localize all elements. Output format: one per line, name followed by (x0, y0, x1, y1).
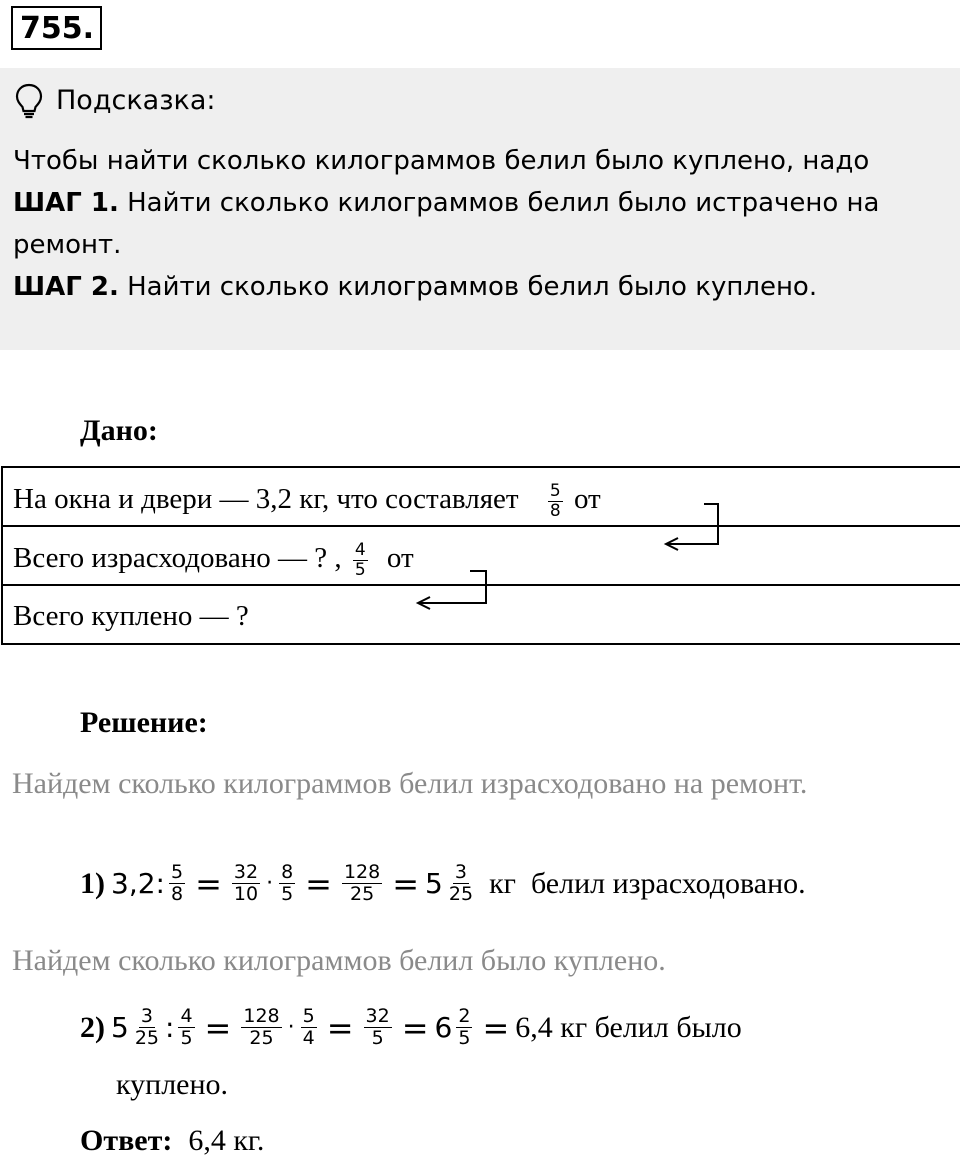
step-1-label: 1) (80, 866, 105, 900)
fraction: $\frac{5}{8}$ (170, 861, 184, 905)
solution-title: Решение: (80, 706, 208, 739)
given-row-3 (3, 586, 960, 645)
given-table (1, 466, 960, 645)
hint-step-1 (13, 182, 943, 266)
mixed-number: 5 $\frac{3}{25}$ (111, 1005, 160, 1049)
hint-title: Подсказка: (56, 85, 216, 116)
fraction: $\frac{5}{8}$ (549, 481, 561, 521)
hint-panel (0, 68, 960, 350)
hint-step-1-text: Найти сколько килограммов белил было истрачено на ремонт. (13, 188, 880, 260)
step-2-tail: 6,4 кг белил было (515, 1010, 742, 1044)
fraction: $\frac{4}{5}$ (354, 540, 366, 580)
problem-number: 755. (11, 6, 102, 50)
hint-step-1-label: ШАГ 1. (13, 188, 119, 218)
step-2-label: 2) (80, 1010, 105, 1044)
answer (80, 1124, 264, 1158)
fraction: $\frac{32}{5}$ (365, 1005, 390, 1049)
hint-step-2-text: Найти сколько килограммов белил было куплено. (118, 272, 818, 302)
fraction: $\frac{8}{5}$ (281, 861, 294, 905)
fraction: $\frac{32}{10}$ (233, 861, 259, 905)
answer-label: Ответ: (80, 1124, 173, 1157)
given-row-2-tail: от (386, 542, 414, 575)
fraction: $\frac{5}{4}$ (302, 1005, 315, 1049)
hint-step-2-label: ШАГ 2. (13, 272, 119, 302)
mixed-number: 6 $\frac{2}{5}$ (434, 1005, 471, 1049)
hint-line-1: Чтобы найти сколько килограммов белил было куплено, надо (13, 146, 870, 176)
given-row-2 (3, 527, 960, 586)
hint-header (14, 80, 216, 122)
fraction: $\frac{4}{5}$ (180, 1005, 193, 1049)
given-row-1-tail: от (573, 483, 601, 516)
answer-value: 6,4 кг. (188, 1124, 265, 1157)
step-1-tail: кг белил израсходовано. (489, 866, 806, 900)
hint-text (13, 140, 943, 308)
solution-step-2: 2) 5 $\frac{3}{25}$ : $\frac{4}{5}$ = $\frac{128}{25}$ · $\frac{5}{4}$ = $\frac{32}{5}$ = 6 $\frac{2}{5}$ = 6,4 кг белил было (80, 1005, 742, 1049)
given-row-1 (3, 468, 960, 527)
fraction: $\frac{128}{25}$ (343, 861, 381, 905)
solution-intro-2: Найдем сколько килограммов белил было куплено. (12, 944, 666, 977)
solution-intro-1: Найдем сколько килограммов белил израсходовано на ремонт. (12, 767, 808, 800)
given-row-2-text: Всего израсходовано — ? , (13, 542, 342, 575)
fraction: $\frac{128}{25}$ (243, 1005, 280, 1049)
lightbulb-icon (14, 83, 44, 119)
given-row-3-text: Всего куплено — ? (13, 600, 249, 632)
given-title: Дано: (80, 414, 158, 447)
hint-step-2 (13, 266, 943, 308)
given-row-1-text: На окна и двери — 3,2 кг, что составляет (13, 483, 519, 516)
solution-step-1: 1) 3,2: $\frac{5}{8}$ = $\frac{32}{10}$ · $\frac{8}{5}$ = $\frac{128}{25}$ = 5 $\frac{3}{25}$ кг белил израсходовано. (80, 861, 806, 905)
step-2-tail-line-2: куплено. (116, 1068, 229, 1101)
mixed-number: 5 $\frac{3}{25}$ (425, 861, 474, 905)
